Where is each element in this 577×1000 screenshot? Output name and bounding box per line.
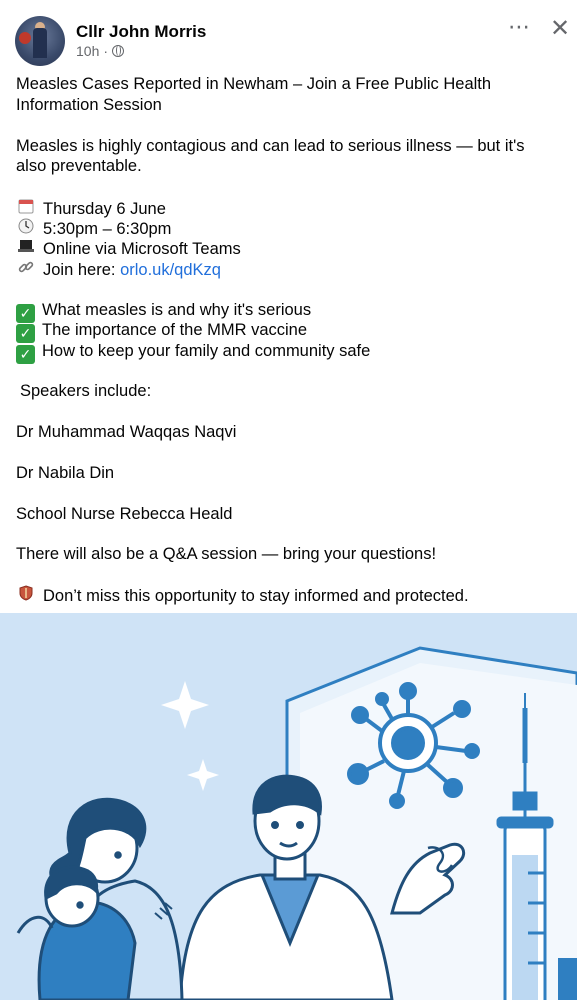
intro-line-2: also preventable.: [16, 157, 142, 175]
point-text: What measles is and why it's serious: [42, 301, 312, 319]
join-link[interactable]: orlo.uk/qdKzq: [120, 261, 221, 279]
check-icon: ✓: [16, 304, 35, 323]
speakers-heading: Speakers include:: [20, 382, 152, 400]
speaker-item: Dr Muhammad Waqqas Naqvi: [16, 423, 237, 441]
post-image[interactable]: [0, 613, 577, 1000]
event-venue: [16, 238, 566, 260]
meta-separator: ·: [103, 43, 109, 59]
author-name[interactable]: Cllr John Morris: [76, 22, 207, 41]
point-text: The importance of the MMR vaccine: [42, 321, 308, 339]
event-join: [16, 259, 566, 281]
post-title-line-2: Information Session: [16, 96, 162, 114]
badge-icon: [19, 32, 31, 44]
shield-icon: [16, 585, 36, 607]
globe-icon: [112, 45, 124, 57]
closing-line: [16, 585, 566, 607]
post-title-line-1: Measles Cases Reported in Newham – Join a Free Public Health: [16, 75, 492, 93]
qa-text: There will also be a Q&A session — bring your questions!: [16, 545, 437, 563]
link-icon: [16, 259, 36, 281]
post-meta: [76, 43, 124, 59]
check-icon: ✓: [16, 345, 35, 364]
speaker-item: Dr Nabila Din: [16, 464, 115, 482]
point-item: [16, 320, 566, 343]
intro-line-1: Measles is highly contagious and can lead to serious illness — but it's: [16, 137, 525, 155]
post-header: [0, 0, 577, 72]
close-button[interactable]: ✕: [550, 15, 571, 42]
post-time[interactable]: 10h: [76, 43, 100, 59]
closing-text: Don’t miss this opportunity to stay informed and protected.: [43, 587, 469, 605]
event-time-text: 5:30pm – 6:30pm: [43, 220, 172, 238]
event-venue-text: Online via Microsoft Teams: [43, 240, 241, 258]
check-icon: ✓: [16, 324, 35, 343]
join-label: Join here:: [43, 261, 116, 279]
vaccine-illustration: [0, 613, 577, 1000]
event-date-text: Thursday 6 June: [43, 200, 166, 218]
more-options-button[interactable]: ⋯: [508, 14, 531, 39]
point-text: How to keep your family and community safe: [42, 342, 371, 360]
point-item: [16, 341, 566, 364]
avatar[interactable]: [15, 16, 65, 66]
speaker-item: School Nurse Rebecca Heald: [16, 505, 233, 523]
laptop-icon: [16, 238, 36, 260]
